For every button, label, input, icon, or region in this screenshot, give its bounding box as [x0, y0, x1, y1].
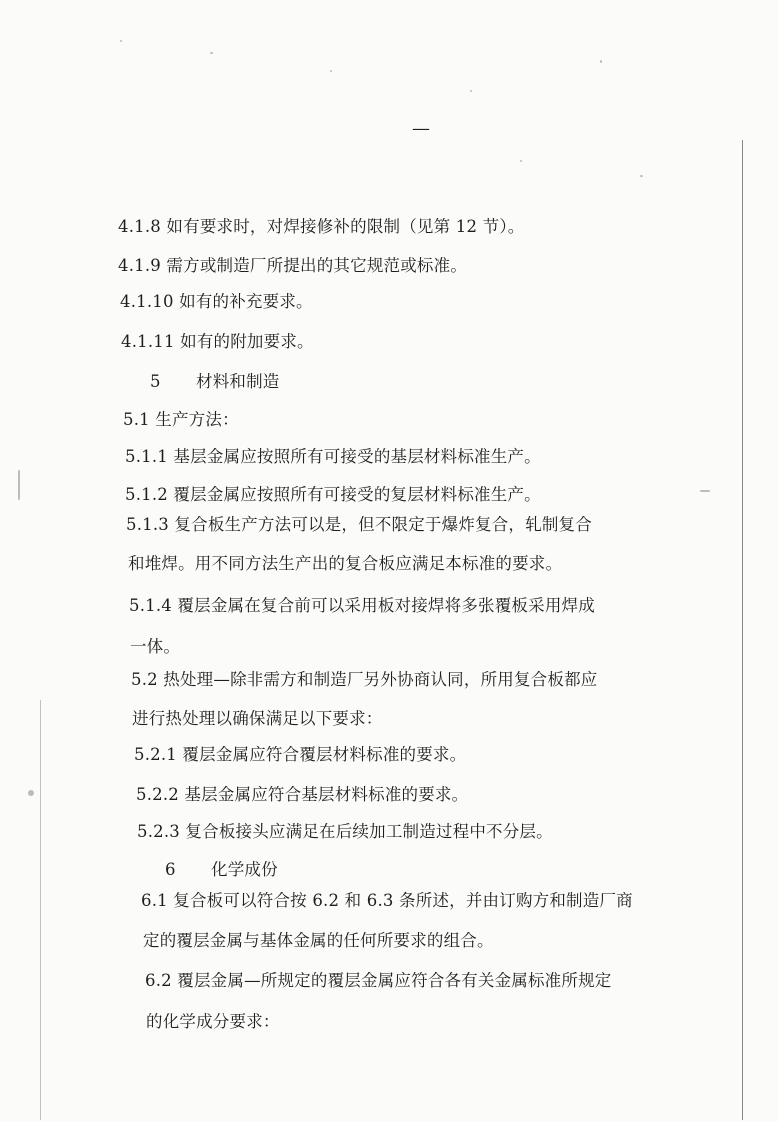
clause-6-1-line-1: 6.1 复合板可以符合按 6.2 和 6.3 条所述，并由订购方和制造厂商	[141, 891, 633, 910]
clause-4-1-9: 4.1.9 需方或制造厂所提出的其它规范或标准。	[118, 256, 468, 275]
scan-speck	[28, 790, 34, 796]
clause-6-1-line-2: 定的覆层金属与基体金属的任何所要求的组合。	[143, 931, 494, 950]
section-6-title: 化学成份	[211, 860, 278, 879]
clause-5-1-2: 5.1.2 覆层金属应按照所有可接受的复层材料标准生产。	[125, 485, 541, 504]
section-6-heading	[165, 859, 278, 881]
clause-5-1-3-line-2: 和堆焊。用不同方法生产出的复合板应满足本标准的要求。	[128, 554, 563, 573]
clause-6-2-line-1: 6.2 覆层金属—所规定的覆层金属应符合各有关金属标准所规定	[145, 971, 612, 990]
section-5-title: 材料和制造	[196, 372, 280, 391]
section-6-number: 6	[165, 860, 176, 879]
clause-5-1-4-line-2: 一体。	[130, 637, 181, 656]
page-number: —	[412, 118, 432, 139]
scan-speck	[330, 70, 332, 72]
clause-5-2-3: 5.2.3 复合板接头应满足在后续加工制造过程中不分层。	[137, 822, 553, 841]
scan-edge-right	[742, 140, 743, 1120]
clause-4-1-10: 4.1.10 如有的补充要求。	[120, 292, 313, 311]
scan-speck	[120, 40, 122, 42]
scan-speck	[640, 175, 643, 177]
scan-edge-left	[40, 700, 41, 1120]
section-5-heading	[150, 371, 280, 393]
scan-speck	[600, 60, 602, 63]
clause-5-1: 5.1 生产方法：	[123, 410, 239, 429]
scan-speck	[18, 470, 20, 500]
clause-5-2-2: 5.2.2 基层金属应符合基层材料标准的要求。	[136, 785, 469, 804]
section-5-number: 5	[150, 372, 161, 391]
clause-6-2-line-2: 的化学成分要求：	[146, 1012, 280, 1031]
clause-5-2-1: 5.2.1 覆层金属应符合覆层材料标准的要求。	[134, 745, 467, 764]
scan-speck	[700, 490, 710, 492]
scan-speck	[470, 90, 472, 92]
scan-speck	[210, 52, 213, 54]
clause-5-1-3-line-1: 5.1.3 复合板生产方法可以是，但不限定于爆炸复合，轧制复合	[126, 515, 592, 534]
scan-speck	[520, 160, 522, 162]
clause-5-1-1: 5.1.1 基层金属应按照所有可接受的基层材料标准生产。	[125, 447, 541, 466]
clause-5-2-line-2: 进行热处理以确保满足以下要求：	[132, 709, 383, 728]
clause-4-1-8: 4.1.8 如有要求时，对焊接修补的限制（见第 12 节）。	[118, 217, 525, 236]
clause-5-1-4-line-1: 5.1.4 覆层金属在复合前可以采用板对接焊将多张覆板采用焊成	[129, 596, 595, 615]
clause-5-2-line-1: 5.2 热处理—除非需方和制造厂另外协商认同，所用复合板都应	[131, 670, 598, 689]
clause-4-1-11: 4.1.11 如有的附加要求。	[121, 332, 314, 351]
